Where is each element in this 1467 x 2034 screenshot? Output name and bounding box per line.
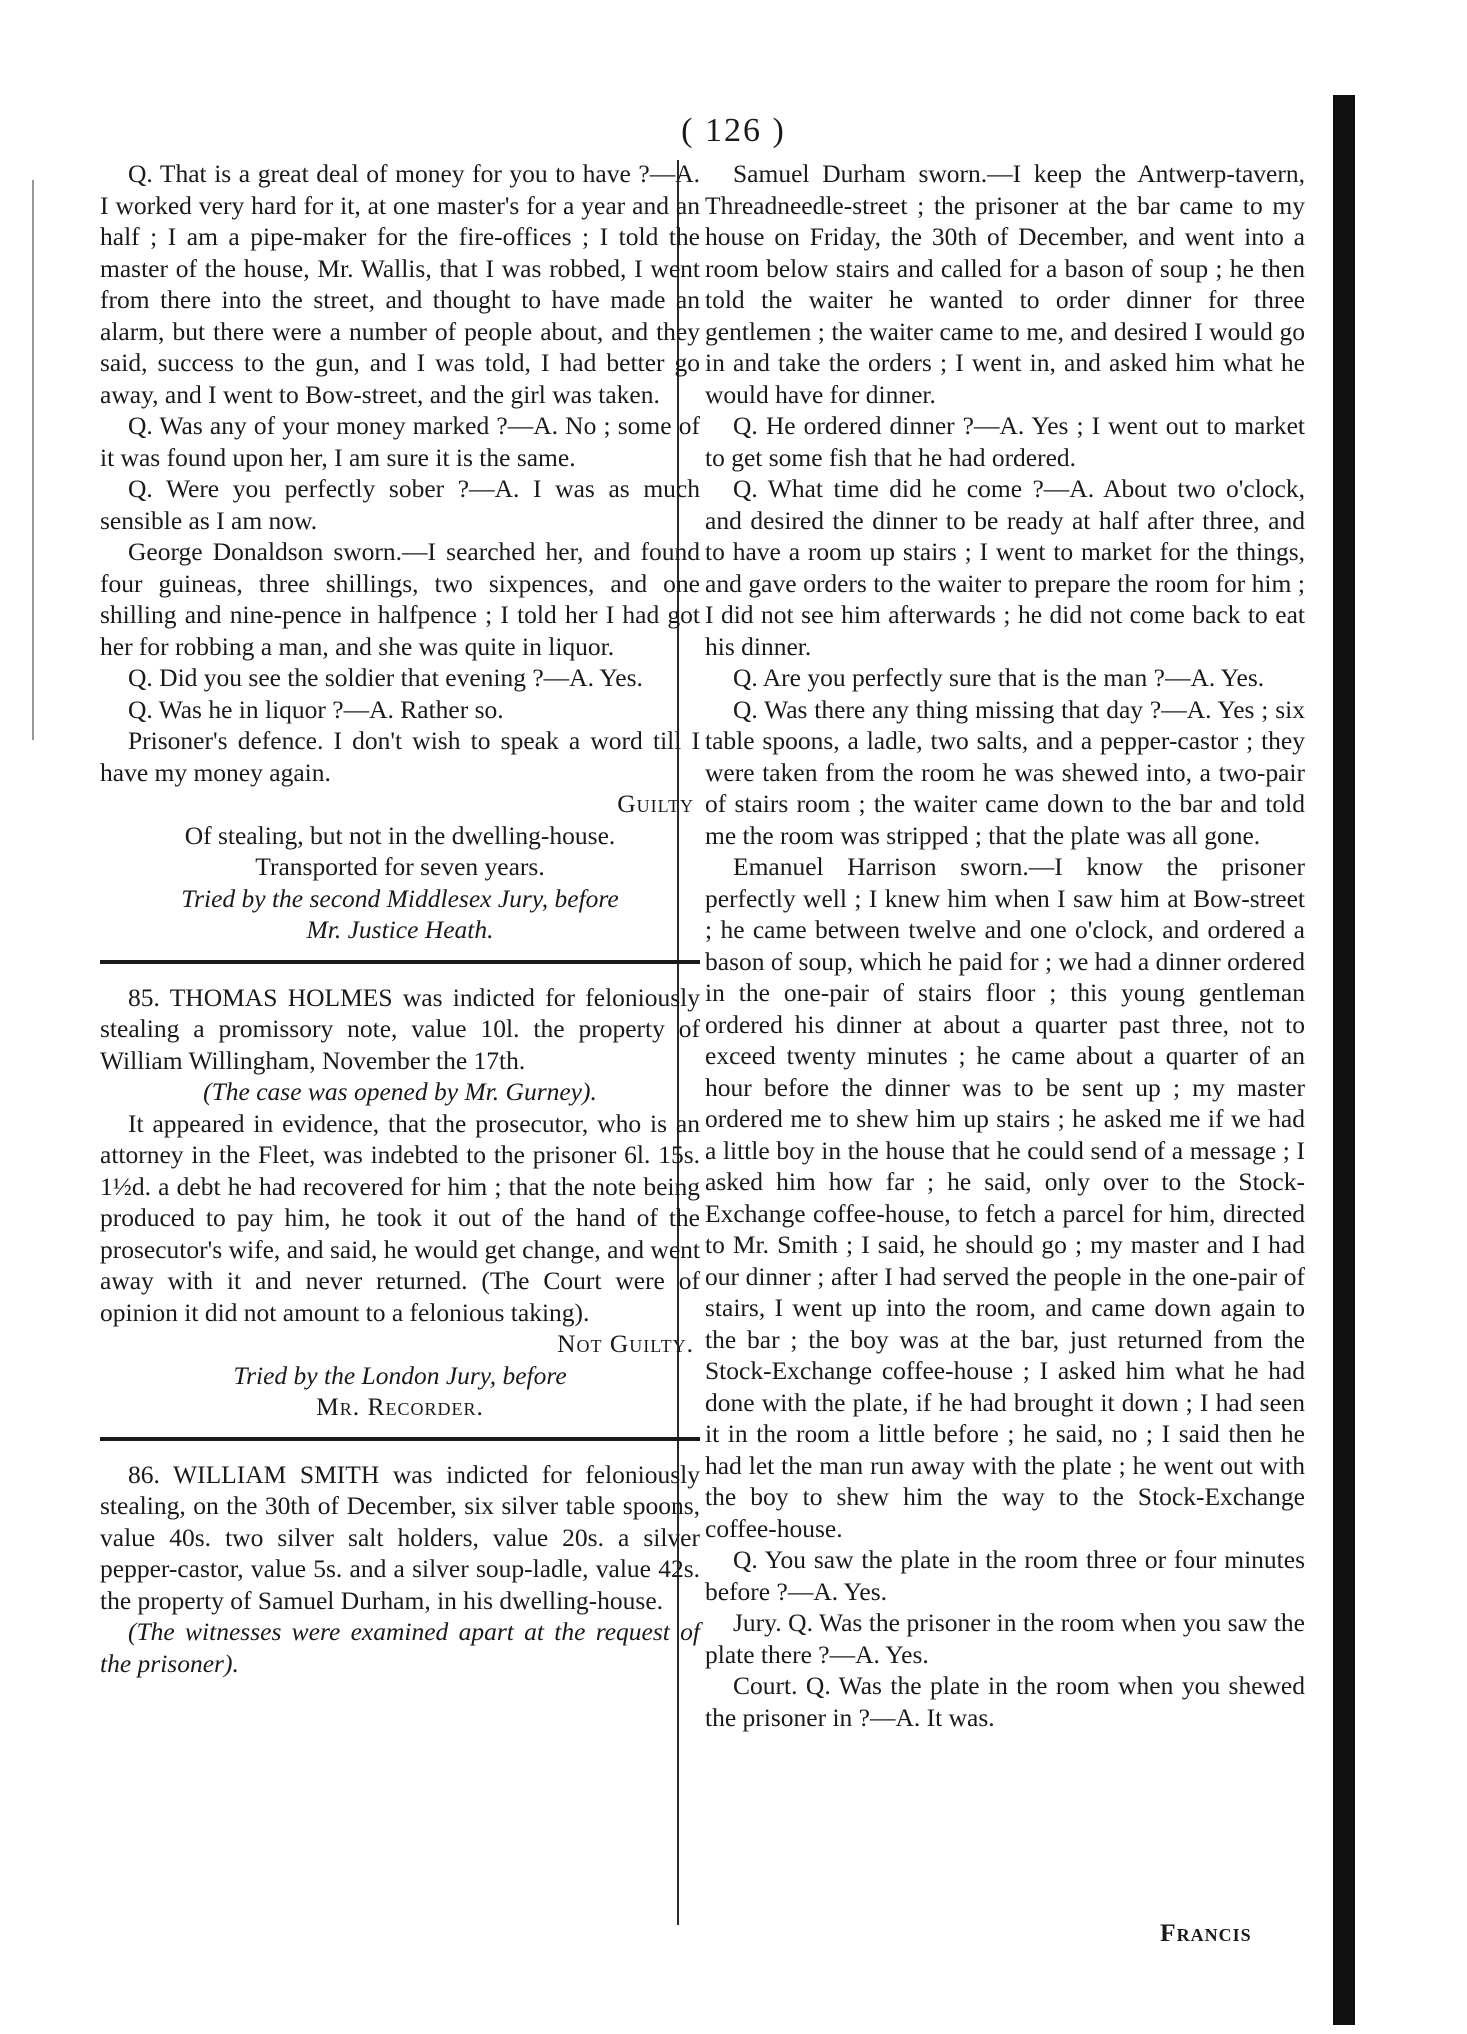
- verdict: Not Guilty.: [557, 1329, 694, 1358]
- judge-line: Mr. Justice Heath.: [306, 915, 494, 944]
- page-number: ( 126 ): [681, 112, 786, 149]
- verdict: Guilty: [617, 789, 694, 818]
- case-heading: 85. THOMAS HOLMES was indicted for feloniously stealing a promissory note, value 10l. the property of William Willingham, November the 17th.: [100, 982, 700, 1075]
- margin-line: [32, 180, 34, 740]
- paragraph: Q. Did you see the soldier that evening ?—A. Yes.: [128, 663, 643, 692]
- jury-line: Tried by the second Middlesex Jury, before: [181, 883, 619, 913]
- page-edge-shadow: [1333, 95, 1355, 2025]
- paragraph: Q. Was there any thing missing that day ?—A. Yes ; six table spoons, a ladle, two salts, and a pepper-castor ; they were taken from the room he was shewed into, a two-pair of stairs room ; the waiter came down to the bar and told me the room was stripped ; that the plate was all gone.: [705, 694, 1305, 850]
- sentence-line: Transported for seven years.: [255, 852, 545, 881]
- section-rule: [100, 960, 700, 964]
- paragraph: Prisoner's defence. I don't wish to speak a word till I have my money again.: [100, 726, 700, 787]
- jury-line: Tried by the London Jury, before: [233, 1360, 567, 1390]
- paragraph: Q. Are you perfectly sure that is the man ?—A. Yes.: [733, 663, 1265, 692]
- paragraph: Court. Q. Was the plate in the room when you shewed the prisoner in ?—A. It was.: [705, 1671, 1305, 1732]
- paragraph: Jury. Q. Was the prisoner in the room when you saw the plate there ?—A. Yes.: [705, 1608, 1305, 1669]
- paragraph: Q. What time did he come ?—A. About two o'clock, and desired the dinner to be ready at half after three, and to have a room up stairs ; I went to market for the things, and gave orders to the waiter to prepare the room for him ; I did not see him afterwards ; he did not come back to eat his dinner.: [705, 474, 1305, 661]
- judge-line: Mr. Recorder.: [316, 1392, 484, 1421]
- paragraph: Q. Was he in liquor ?—A. Rather so.: [128, 694, 504, 724]
- right-column: [705, 158, 1305, 1733]
- catchword: Francis: [1160, 1918, 1252, 1947]
- paragraph: Q. Were you perfectly sober ?—A. I was as much sensible as I am now.: [100, 474, 700, 535]
- left-column: [100, 158, 700, 1679]
- paragraph: It appeared in evidence, that the prosecutor, who is an attorney in the Fleet, was indebted to the prisoner 6l. 15s. 1½d. a debt he had recovered for him ; that the note being produced to pay him, he took it out of the hand of the prosecutor's wife, and said, he would get change, and went away with it and never returned. (The Court were of opinion it did not amount to a felonious taking).: [100, 1108, 700, 1327]
- sentence-line: Of stealing, but not in the dwelling-house.: [184, 820, 616, 850]
- paragraph: Samuel Durham sworn.—I keep the Antwerp-tavern, Threadneedle-street ; the prisoner at the bar came to my house on Friday, the 30th of December, and went into a room below stairs and called for a bason of soup ; he then told the waiter he wanted to order dinner for three gentlemen ; the waiter came to me, and desired I would go in and take the orders ; I went in, and asked him what he would have for dinner.: [705, 159, 1305, 409]
- paragraph: Q. Was any of your money marked ?—A. No ; some of it was found upon her, I am sure it is the same.: [100, 411, 700, 472]
- section-rule: [100, 1437, 700, 1441]
- paragraph: Q. You saw the plate in the room three or four minutes before ?—A. Yes.: [705, 1545, 1305, 1606]
- paragraph: Q. He ordered dinner ?—A. Yes ; I went out to market to get some fish that he had ordered.: [705, 411, 1305, 472]
- paragraph: Emanuel Harrison sworn.—I know the prisoner perfectly well ; I knew him when I saw him at Bow-street ; he came between twelve and one o'clock, and ordered a bason of soup, which he paid for ; we had a dinner ordered in the one-pair of stairs floor ; this young gentleman ordered his dinner at about a quarter past three, not to exceed twenty minutes ; he came about a quarter of an hour before the dinner was to be sent up ; my master ordered me to shew him up stairs ; he asked me if we had a little boy in the house that he could send of a message ; I asked him how far ; he said, only over to the Stock-Exchange coffee-house, to fetch a parcel for him, directed to Mr. Smith ; I said, he should go ; my master and I had our dinner ; after I had served the people in the one-pair of stairs, I went up into the room, and came down again to the bar ; the boy was at the bar, just returned from the Stock-Exchange coffee-house ; I asked him what he had done with the plate, if he had brought it down ; I had seen it in the room a little before ; he said, no ; I said then he had let the man run away with the plate ; he went out with the boy to shew him the way to the Stock-Exchange coffee-house.: [705, 852, 1305, 1543]
- case-note: (The case was opened by Mr. Gurney).: [203, 1077, 597, 1106]
- case-heading: 86. WILLIAM SMITH was indicted for feloniously stealing, on the 30th of December, six silver table spoons, value 40s. two silver salt holders, value 20s. a silver pepper-castor, value 5s. and a silver soup-ladle, value 42s. the property of Samuel Durham, in his dwelling-house.: [100, 1459, 700, 1615]
- paragraph: George Donaldson sworn.—I searched her, and found four guineas, three shillings, two sixpences, and one shilling and nine-pence in halfpence ; I told her I had got her for robbing a man, and she was quite in liquor.: [100, 537, 700, 661]
- paragraph: Q. That is a great deal of money for you to have ?—A. I worked very hard for it, at one master's for a year and an half ; I am a pipe-maker for the fire-offices ; I told the master of the house, Mr. Wallis, that I was robbed, I went from there into the street, and thought to have made an alarm, but there were a number of people about, and they said, success to the gun, and I was told, I had better go away, and I went to Bow-street, and the girl was taken.: [100, 159, 700, 409]
- case-note: (The witnesses were examined apart at the request of the prisoner).: [100, 1617, 700, 1678]
